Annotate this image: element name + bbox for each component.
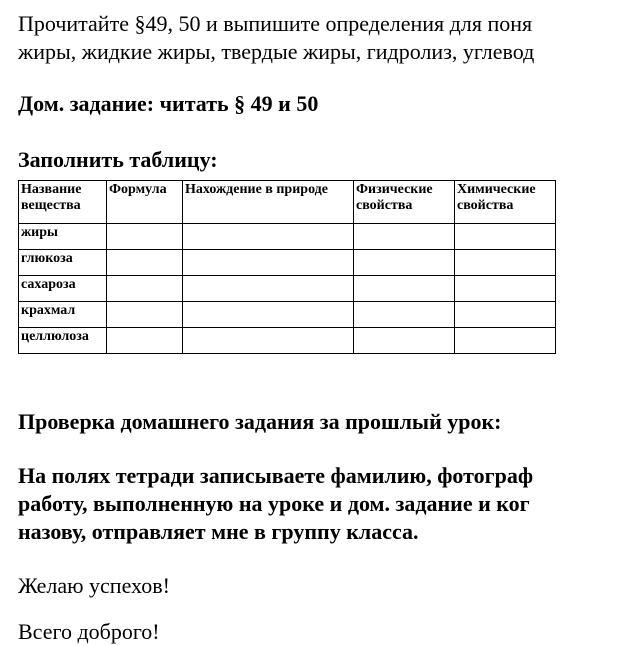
row-chemical-cell xyxy=(455,328,556,354)
intro-paragraph xyxy=(18,10,534,66)
row-substance-name: жиры xyxy=(19,224,107,250)
row-occurrence-cell xyxy=(183,328,354,354)
table-header-row xyxy=(19,181,556,224)
instructions-line-1: На полях тетради записываете фамилию, фотограф xyxy=(18,463,534,488)
table-row xyxy=(19,302,556,328)
row-physical-cell xyxy=(354,224,455,250)
row-formula-cell xyxy=(107,302,183,328)
row-chemical-cell xyxy=(455,302,556,328)
homework-check-heading: Проверка домашнего задания за прошлый урок: xyxy=(18,409,502,434)
row-chemical-cell xyxy=(455,224,556,250)
intro-line-1: Прочитайте §49, 50 и выпишите определения для поня xyxy=(18,11,533,36)
row-chemical-cell xyxy=(455,250,556,276)
header-occurrence: Нахождение в природе xyxy=(183,181,354,224)
table-row xyxy=(19,328,556,354)
row-physical-cell xyxy=(354,250,455,276)
table-row xyxy=(19,276,556,302)
table-row xyxy=(19,250,556,276)
row-chemical-cell xyxy=(455,276,556,302)
row-substance-name: крахмал xyxy=(19,302,107,328)
table-row xyxy=(19,224,556,250)
homework-heading: Дом. задание: читать § 49 и 50 xyxy=(18,91,319,116)
row-formula-cell xyxy=(107,224,183,250)
row-substance-name: целлюлоза xyxy=(19,328,107,354)
header-formula: Формула xyxy=(107,181,183,224)
row-formula-cell xyxy=(107,250,183,276)
row-physical-cell xyxy=(354,276,455,302)
header-substance-name: Название вещества xyxy=(19,181,107,224)
row-occurrence-cell xyxy=(183,224,354,250)
header-physical-properties: Физические свойства xyxy=(354,181,455,224)
intro-line-2: жиры, жидкие жиры, твердые жиры, гидролиз, углевод xyxy=(18,39,535,64)
header-chemical-properties: Химические свойства xyxy=(455,181,556,224)
row-physical-cell xyxy=(354,302,455,328)
instructions-paragraph xyxy=(18,462,533,546)
row-occurrence-cell xyxy=(183,302,354,328)
row-substance-name: глюкоза xyxy=(19,250,107,276)
instructions-line-3: назову, отправляет мне в группу класса. xyxy=(18,519,419,544)
instructions-line-2: работу, выполненную на уроке и дом. задание и ког xyxy=(18,491,530,516)
row-substance-name: сахароза xyxy=(19,276,107,302)
row-physical-cell xyxy=(354,328,455,354)
row-formula-cell xyxy=(107,328,183,354)
wish-text: Желаю успехов! xyxy=(18,573,170,598)
row-formula-cell xyxy=(107,276,183,302)
row-occurrence-cell xyxy=(183,276,354,302)
farewell-text: Всего доброго! xyxy=(18,619,160,644)
row-occurrence-cell xyxy=(183,250,354,276)
fill-table-heading: Заполнить таблицу: xyxy=(18,147,218,172)
substances-table xyxy=(18,180,556,354)
